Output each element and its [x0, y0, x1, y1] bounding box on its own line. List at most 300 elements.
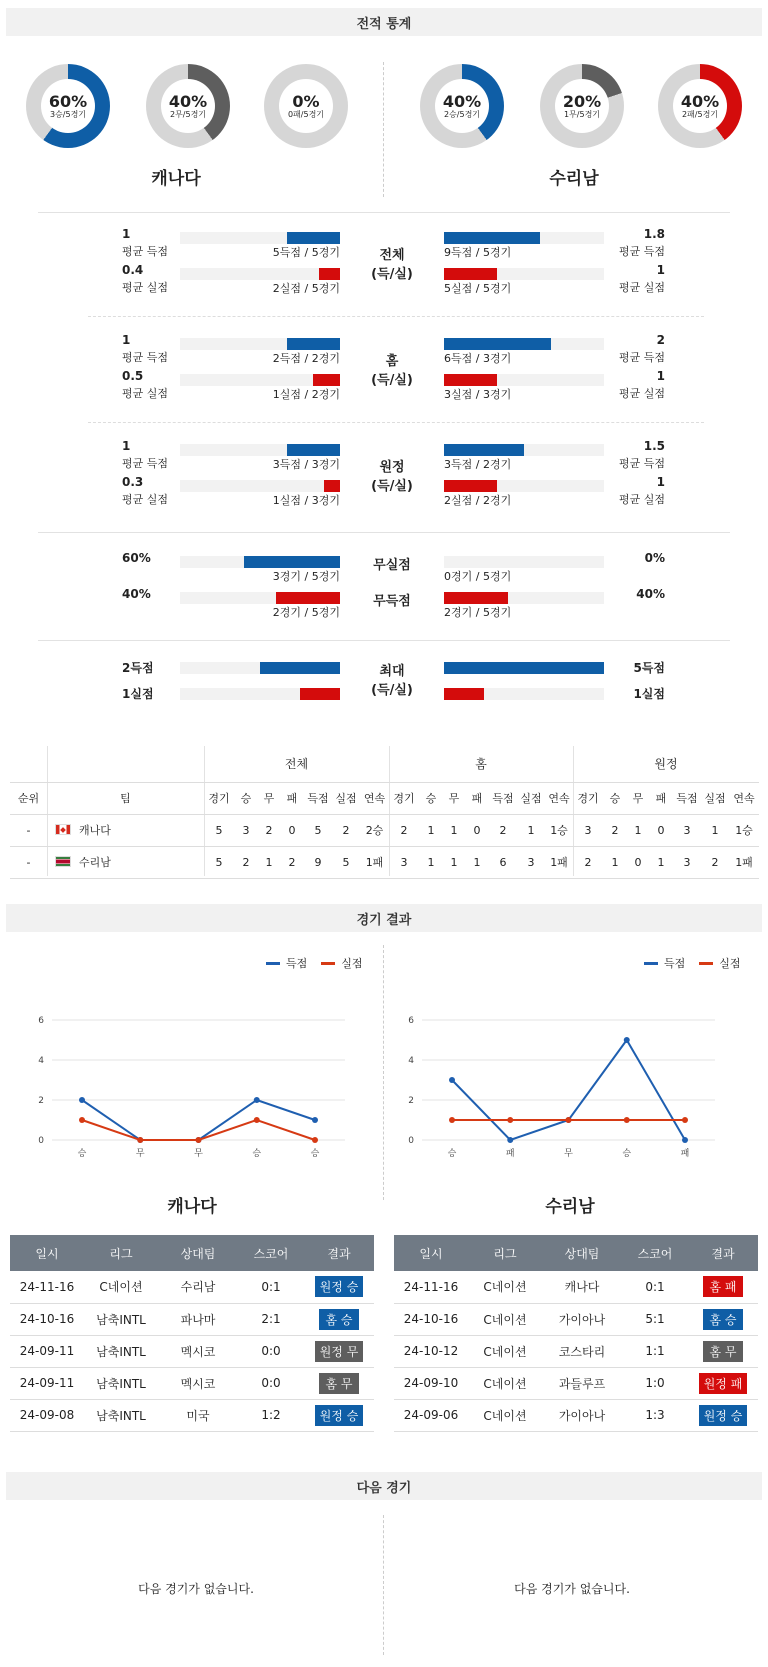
divider [383, 62, 384, 197]
data-point [79, 1117, 85, 1123]
match-date: 24-09-11 [10, 1335, 84, 1367]
away-stat-bar-fill [444, 338, 551, 350]
match-result-cell [688, 1367, 758, 1399]
match-result-cell [304, 1367, 374, 1399]
away-stat-label: 평균 실점 [618, 387, 665, 400]
results-header-cell: 상대팀 [158, 1235, 238, 1271]
home-stat-value: 0.3 [122, 475, 144, 489]
home-stat-value: 40% [122, 587, 151, 601]
standings-header-cell: 패 [465, 782, 489, 814]
away-stat-bar-track [444, 444, 604, 456]
home-stat-bar-track [180, 592, 340, 604]
x-tick-label: 패 [680, 1149, 690, 1159]
standings-cell: 3 [517, 846, 545, 878]
results-row [394, 1367, 758, 1399]
match-opponent: 파나마 [158, 1303, 238, 1335]
results-row [10, 1303, 374, 1335]
match-league: C네이션 [468, 1271, 542, 1303]
legend-scored: 득점 [286, 957, 308, 970]
match-result-cell [304, 1303, 374, 1335]
home-stat-bar-track [180, 374, 340, 386]
match-score: 2:1 [238, 1303, 304, 1335]
home-stat-bar-track [180, 556, 340, 568]
standings-header-cell: 득점 [489, 782, 517, 814]
donut-center [673, 79, 727, 133]
away-stat-bar-track [444, 232, 604, 244]
home-stat-label: 평균 실점 [122, 493, 169, 506]
home-stat-bar-track [180, 232, 340, 244]
donut-subtext: 0패/5경기 [287, 109, 325, 119]
ratio-donut [420, 64, 504, 148]
legend-conceded-swatch [699, 962, 713, 965]
away-stat-caption: 3실점 / 3경기 [444, 388, 512, 401]
match-result-cell [688, 1399, 758, 1431]
home-stat-caption: 1실점 / 2경기 [272, 388, 340, 401]
standings-header-cell: 승 [234, 782, 258, 814]
match-score: 0:0 [238, 1367, 304, 1399]
home-max-bar-fill [260, 662, 340, 674]
y-tick-label: 6 [408, 1016, 414, 1026]
home-stat-bar-fill [324, 480, 340, 492]
standings-cell: 3 [673, 814, 701, 846]
away-stat-value: 2 [656, 333, 665, 347]
away-stat-label: 평균 득점 [618, 351, 665, 364]
match-score: 1:3 [622, 1399, 688, 1431]
away-stat-bar-track [444, 556, 604, 568]
data-point [682, 1117, 688, 1123]
standings-header-cell: 경기 [389, 782, 419, 814]
standings-cell: 2 [603, 814, 627, 846]
ratio-donut [658, 64, 742, 148]
y-tick-label: 2 [38, 1096, 44, 1106]
x-tick-label: 승 [622, 1149, 632, 1159]
group-total: 전체 [204, 746, 389, 782]
data-point [449, 1117, 455, 1123]
data-point [312, 1137, 318, 1143]
standings-cell: 1패 [360, 846, 389, 878]
data-point [449, 1077, 455, 1083]
home-next-match: 다음 경기가 없습니다. [138, 1582, 254, 1596]
standings-header-cell: 패 [280, 782, 304, 814]
standings-cell: 2 [332, 814, 360, 846]
divider [38, 212, 730, 213]
away-results-chart [400, 1010, 740, 1180]
results-header: 경기 결과 [6, 904, 762, 932]
standings-cell: 2 [573, 846, 603, 878]
match-date: 24-11-16 [394, 1271, 468, 1303]
series-line-scored [452, 1040, 685, 1140]
standings-cell: 5 [304, 814, 332, 846]
result-badge: 원정 승 [699, 1405, 748, 1426]
standings-header-cell: 무 [258, 782, 280, 814]
rank-cell: - [10, 846, 47, 878]
home-max-value: 2득점 [122, 661, 154, 675]
standings-cell: 9 [304, 846, 332, 878]
match-date: 24-09-11 [10, 1367, 84, 1399]
data-point [254, 1117, 260, 1123]
standings-cell: 1 [603, 846, 627, 878]
away-max-bar-fill [444, 688, 484, 700]
results-row [10, 1367, 374, 1399]
home-stat-bar-fill [319, 268, 340, 280]
data-point [566, 1117, 572, 1123]
divider [88, 316, 704, 317]
x-tick-label: 무 [135, 1149, 145, 1159]
standings-cell: 5 [204, 814, 234, 846]
home-stat-caption: 1실점 / 3경기 [272, 494, 340, 507]
data-point [137, 1137, 143, 1143]
match-opponent: 가이아나 [542, 1303, 622, 1335]
away-stat-bar-fill [444, 480, 497, 492]
stat-category [352, 458, 432, 496]
chart-legend [252, 955, 363, 971]
standings-row [10, 846, 759, 878]
match-date: 24-10-12 [394, 1335, 468, 1367]
team-cell [47, 846, 204, 878]
home-stat-caption: 5득점 / 5경기 [272, 246, 340, 259]
home-stat-label: 평균 득점 [122, 457, 169, 470]
stat-category [352, 662, 432, 700]
group-away: 원정 [573, 746, 759, 782]
away-stat-value: 1 [656, 263, 665, 277]
match-date: 24-10-16 [10, 1303, 84, 1335]
standings-header-cell: 경기 [204, 782, 234, 814]
results-row [10, 1271, 374, 1303]
home-max-bar-track [180, 688, 340, 700]
data-point [507, 1137, 513, 1143]
results-header-cell: 일시 [10, 1235, 84, 1271]
away-max-value: 5득점 [633, 661, 665, 675]
result-badge: 홈 승 [703, 1309, 743, 1330]
home-team-name: 캐나다 [151, 169, 201, 189]
away-stat-bar-track [444, 480, 604, 492]
donut-center [279, 79, 333, 133]
standings-cell: 5 [204, 846, 234, 878]
divider [38, 532, 730, 533]
match-opponent: 수리남 [158, 1271, 238, 1303]
home-stat-label: 평균 득점 [122, 245, 169, 258]
ratio-donut [540, 64, 624, 148]
standings-cell: 1패 [545, 846, 573, 878]
y-tick-label: 2 [408, 1096, 414, 1106]
result-badge: 원정 패 [699, 1373, 748, 1394]
team-name: 수리남 [79, 856, 111, 869]
stat-category [352, 246, 432, 284]
stat-category: 무실점 [373, 558, 411, 573]
team-cell [47, 814, 204, 846]
results-row [10, 1335, 374, 1367]
donut-percent: 40% [680, 91, 720, 111]
results-row [10, 1399, 374, 1431]
stat-category-line1: 원정 [379, 460, 405, 475]
match-date: 24-11-16 [10, 1271, 84, 1303]
rank-cell: - [10, 814, 47, 846]
away-next-match: 다음 경기가 없습니다. [514, 1582, 630, 1596]
results-header-cell: 결과 [304, 1235, 374, 1271]
divider [88, 422, 704, 423]
away-stat-bar-fill [444, 232, 540, 244]
y-tick-label: 0 [38, 1136, 44, 1146]
team-name: 캐나다 [79, 824, 111, 837]
away-max-bar-track [444, 662, 604, 674]
match-score: 1:2 [238, 1399, 304, 1431]
results-header-cell: 결과 [688, 1235, 758, 1271]
standings-cell: 1 [465, 846, 489, 878]
stats-header: 전적 통계 [6, 8, 762, 36]
match-score: 1:0 [622, 1367, 688, 1399]
home-stat-bar-track [180, 268, 340, 280]
donut-subtext: 2승/5경기 [443, 109, 481, 119]
donut-percent: 40% [168, 91, 208, 111]
standings-cell: 0 [649, 814, 673, 846]
match-score: 0:1 [622, 1271, 688, 1303]
donut-subtext: 3승/5경기 [49, 109, 87, 119]
x-tick-label: 무 [194, 1149, 203, 1159]
standings-cell: 1 [443, 846, 465, 878]
data-point [312, 1117, 318, 1123]
donut-center [161, 79, 215, 133]
standings-header-cell: 득점 [673, 782, 701, 814]
standings-cell: 2승 [360, 814, 389, 846]
away-stat-bar-fill [444, 268, 497, 280]
match-score: 5:1 [622, 1303, 688, 1335]
away-stat-caption: 3득점 / 2경기 [444, 458, 512, 471]
donut-percent: 20% [562, 91, 602, 111]
match-league: 남축INTL [84, 1335, 158, 1367]
standings-cell: 2 [701, 846, 729, 878]
standings-header-cell: 연속 [360, 782, 389, 814]
result-badge: 홈 패 [703, 1276, 743, 1297]
match-score: 0:0 [238, 1335, 304, 1367]
donut-center [435, 79, 489, 133]
home-stat-bar-fill [244, 556, 340, 568]
legend-scored-swatch [644, 962, 658, 965]
home-stat-caption: 2경기 / 5경기 [272, 606, 340, 619]
away-stat-bar-track [444, 592, 604, 604]
home-stat-caption: 3득점 / 3경기 [272, 458, 340, 471]
standings-header-cell: 경기 [573, 782, 603, 814]
donut-percent: 40% [442, 91, 482, 111]
legend-scored: 득점 [664, 957, 686, 970]
ratio-donut [26, 64, 110, 148]
away-team-name: 수리남 [549, 169, 599, 189]
away-max-bar-track [444, 688, 604, 700]
stat-category-line2: (득/실) [371, 373, 413, 388]
result-badge: 원정 승 [315, 1276, 364, 1297]
stat-category-line2: (득/실) [371, 683, 413, 698]
stat-category-line1: 홈 [385, 354, 399, 369]
away-stat-label: 평균 득점 [618, 457, 665, 470]
donut-percent: 0% [292, 91, 320, 111]
series-line-scored [82, 1100, 315, 1140]
away-max-bar-fill [444, 662, 604, 674]
data-point [682, 1137, 688, 1143]
away-stat-value: 0% [644, 551, 665, 565]
data-point [624, 1037, 630, 1043]
match-score: 1:1 [622, 1335, 688, 1367]
standings-header-cell: 실점 [332, 782, 360, 814]
data-point [507, 1117, 513, 1123]
x-tick-label: 패 [505, 1149, 515, 1159]
match-league: C네이션 [84, 1271, 158, 1303]
standings-header-cell: 득점 [304, 782, 332, 814]
match-date: 24-09-06 [394, 1399, 468, 1431]
home-stat-bar-fill [287, 232, 340, 244]
away-stat-caption: 2경기 / 5경기 [444, 606, 512, 619]
donut-subtext: 1무/5경기 [563, 109, 601, 119]
chart-legend [630, 955, 741, 971]
standings-cell: 1승 [729, 814, 759, 846]
legend-conceded: 실점 [341, 957, 363, 970]
home-stat-caption: 2득점 / 2경기 [272, 352, 340, 365]
away-stat-value: 1 [656, 369, 665, 383]
stat-category: 무득점 [373, 594, 411, 609]
match-result-cell [688, 1271, 758, 1303]
standings-table [10, 746, 759, 879]
match-league: C네이션 [468, 1335, 542, 1367]
standings-header-cell: 순위 [10, 782, 47, 814]
away-stat-bar-track [444, 338, 604, 350]
away-stat-value: 1 [656, 475, 665, 489]
next-match-header: 다음 경기 [6, 1472, 762, 1500]
y-tick-label: 6 [38, 1016, 44, 1026]
standings-cell: 3 [573, 814, 603, 846]
away-stat-bar-track [444, 374, 604, 386]
home-stat-value: 1 [122, 439, 131, 453]
home-stat-bar-fill [287, 338, 340, 350]
match-league: C네이션 [468, 1367, 542, 1399]
ratio-donut [146, 64, 230, 148]
donut-subtext: 2무/5경기 [169, 109, 207, 119]
stat-category-line1: 전체 [379, 248, 405, 263]
match-opponent: 멕시코 [158, 1335, 238, 1367]
away-stat-caption: 5실점 / 5경기 [444, 282, 512, 295]
match-opponent: 멕시코 [158, 1367, 238, 1399]
data-point [624, 1117, 630, 1123]
match-league: C네이션 [468, 1303, 542, 1335]
away-stat-caption: 0경기 / 5경기 [444, 570, 512, 583]
standings-cell: 1 [701, 814, 729, 846]
away-stat-caption: 2실점 / 2경기 [444, 494, 512, 507]
away-stat-label: 평균 실점 [618, 493, 665, 506]
y-tick-label: 0 [408, 1136, 414, 1146]
match-result-cell [688, 1335, 758, 1367]
away-max-value: 1실점 [633, 687, 665, 701]
home-stat-label: 평균 실점 [122, 281, 169, 294]
home-stat-value: 1 [122, 333, 131, 347]
match-result-cell [304, 1271, 374, 1303]
match-result-cell [304, 1399, 374, 1431]
away-stat-label: 평균 실점 [618, 281, 665, 294]
legend-scored-swatch [266, 962, 280, 965]
home-stat-caption: 2실점 / 5경기 [272, 282, 340, 295]
match-league: 남축INTL [84, 1367, 158, 1399]
results-header-cell: 일시 [394, 1235, 468, 1271]
standings-header-cell: 승 [603, 782, 627, 814]
standings-cell: 5 [332, 846, 360, 878]
standings-cell: 3 [673, 846, 701, 878]
standings-cell: 1 [517, 814, 545, 846]
x-tick-label: 무 [564, 1149, 573, 1159]
match-opponent: 미국 [158, 1399, 238, 1431]
standings-cell: 0 [465, 814, 489, 846]
canada-flag-icon [55, 824, 71, 835]
standings-cell: 1 [258, 846, 280, 878]
results-header-cell: 리그 [84, 1235, 158, 1271]
match-result-cell [688, 1303, 758, 1335]
home-stat-value: 60% [122, 551, 151, 565]
away-stat-bar-fill [444, 592, 508, 604]
standings-header-cell: 팀 [47, 782, 204, 814]
match-date: 24-10-16 [394, 1303, 468, 1335]
divider [38, 640, 730, 641]
home-stat-bar-track [180, 338, 340, 350]
results-row [394, 1335, 758, 1367]
away-stat-label: 평균 득점 [618, 245, 665, 258]
standings-row [10, 814, 759, 846]
match-opponent: 과들루프 [542, 1367, 622, 1399]
home-stat-bar-fill [276, 592, 340, 604]
stat-category [352, 352, 432, 390]
home-stat-value: 1 [122, 227, 131, 241]
result-badge: 홈 무 [319, 1373, 359, 1394]
home-stat-bar-fill [287, 444, 340, 456]
results-row [394, 1303, 758, 1335]
home-results-table [10, 1235, 374, 1432]
away-stat-value: 1.5 [643, 439, 665, 453]
donut-center [555, 79, 609, 133]
suriname-flag-icon [55, 856, 71, 867]
legend-conceded: 실점 [719, 957, 741, 970]
match-date: 24-09-10 [394, 1367, 468, 1399]
standings-header-cell: 실점 [701, 782, 729, 814]
standings-header-cell: 승 [419, 782, 443, 814]
standings-header-cell: 무 [443, 782, 465, 814]
home-max-bar-track [180, 662, 340, 674]
home-stat-value: 0.4 [122, 263, 144, 277]
standings-cell: 1 [443, 814, 465, 846]
donut-subtext: 2패/5경기 [681, 109, 719, 119]
result-badge: 원정 승 [315, 1405, 364, 1426]
away-team-name: 수리남 [545, 1197, 595, 1217]
home-max-value: 1실점 [122, 687, 154, 701]
match-opponent: 캐나다 [542, 1271, 622, 1303]
match-opponent: 코스타리 [542, 1335, 622, 1367]
standings-cell: 1패 [729, 846, 759, 878]
match-league: 남축INTL [84, 1399, 158, 1431]
match-result-cell [304, 1335, 374, 1367]
x-tick-label: 승 [252, 1149, 262, 1159]
away-stat-bar-fill [444, 444, 524, 456]
donut-center [41, 79, 95, 133]
standings-cell: 1 [649, 846, 673, 878]
home-stat-label: 평균 득점 [122, 351, 169, 364]
home-stat-label: 평균 실점 [122, 387, 169, 400]
home-max-bar-fill [300, 688, 340, 700]
data-point [196, 1137, 202, 1143]
home-stat-caption: 3경기 / 5경기 [272, 570, 340, 583]
group-home: 홈 [389, 746, 573, 782]
home-stat-bar-fill [313, 374, 340, 386]
match-opponent: 가이아나 [542, 1399, 622, 1431]
away-stat-bar-track [444, 268, 604, 280]
results-row [394, 1271, 758, 1303]
results-header-cell: 상대팀 [542, 1235, 622, 1271]
home-team-name: 캐나다 [167, 1197, 217, 1217]
standings-cell: 1 [627, 814, 649, 846]
legend-conceded-swatch [321, 962, 335, 965]
y-tick-label: 4 [408, 1056, 414, 1066]
